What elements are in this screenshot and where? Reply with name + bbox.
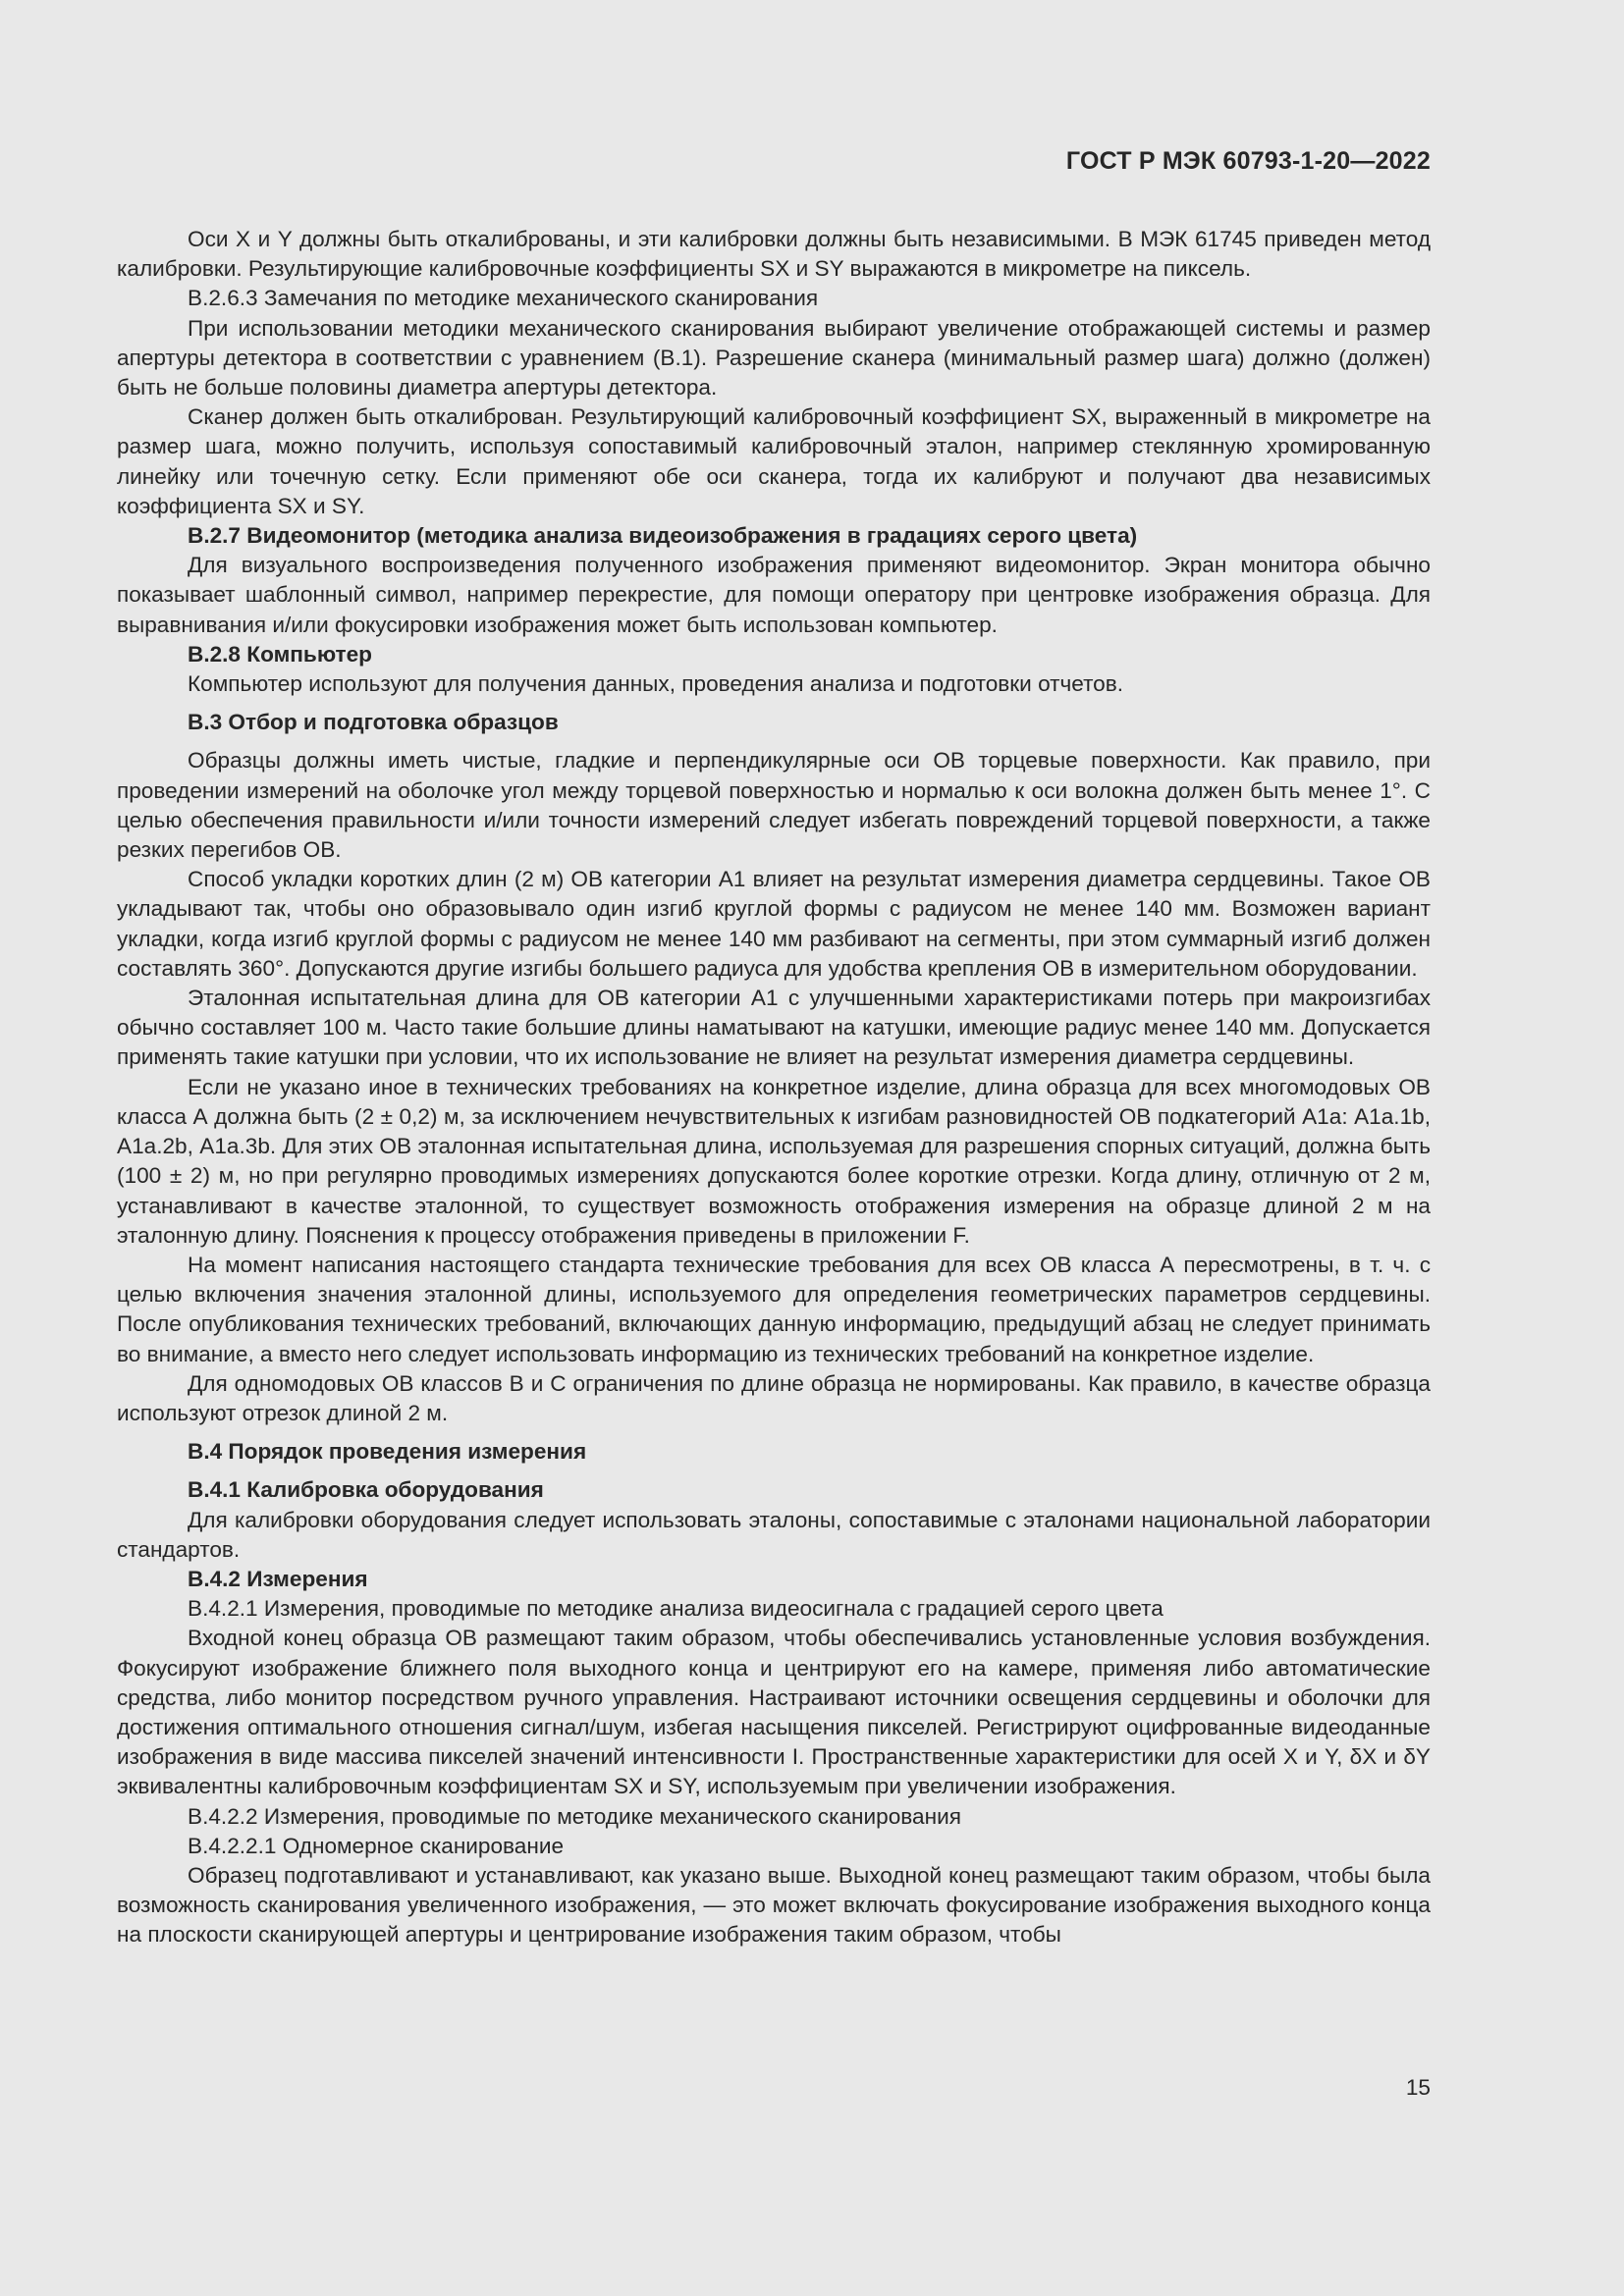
paragraph: B.4.2.2.1 Одномерное сканирование: [188, 1833, 565, 1858]
paragraph: B.4.2.2 Измерения, проводимые по методике механического сканирования: [188, 1803, 961, 1829]
section-heading: B.2.7 Видеомонитор (методика анализа видеоизображения в градациях серого цвета): [188, 523, 1138, 549]
paragraph: Способ укладки коротких длин (2 м) ОВ категории А1 влияет на результат измерения диаметра сердцевины. Такое ОВ укладывают так, чтобы оно образовывало один изгиб круглой формы с радиусом не менее 140 мм. Возможен вариант укладки, когда изгиб круглой формы с радиусом не менее 140 мм разбивают на сегменты, при этом суммарный изгиб должен составлять 360°. Допускаются другие изгибы большего радиуса для удобства крепления ОВ в измерительном оборудовании.: [117, 867, 1431, 981]
paragraph: B.4.2.1 Измерения, проводимые по методике анализа видеосигнала с градацией серого цвета: [188, 1596, 1164, 1622]
paragraph: Для калибровки оборудования следует использовать эталоны, сопоставимые с эталонами национальной лаборатории стандартов.: [117, 1507, 1431, 1562]
paragraph: Оси X и Y должны быть откалиброваны, и эти калибровки должны быть независимыми. В МЭК 61745 приведен метод калибровки. Результирующие калибровочные коэффициенты SX и SY выражаются в микрометре на пиксель.: [117, 227, 1431, 282]
section-heading: B.2.8 Компьютер: [188, 641, 372, 667]
section-heading: B.3 Отбор и подготовка образцов: [188, 710, 559, 735]
document-body: [117, 225, 1431, 1950]
page-number: 15: [1405, 2075, 1431, 2100]
standard-header: ГОСТ Р МЭК 60793-1-20—2022: [1065, 147, 1431, 175]
paragraph: Если не указано иное в технических требованиях на конкретное изделие, длина образца для всех многомодовых ОВ класса А должна быть (2 ± 0,2) м, за исключением нечувствительных к изгибам разновидностей ОВ подкатегорий А1а: А1а.1b, А1а.2b, А1а.3b. Для этих ОВ эталонная испытательная длина, используемая для разрешения спорных ситуаций, должна быть (100 ± 2) м, но при регулярно проводимых измерениях допускаются более короткие отрезки. Когда длину, отличную от 2 м, устанавливают в качестве эталонной, то существует возможность отображения измерения на образце длиной 2 м на эталонную длину. Пояснения к процессу отображения приведены в приложении F.: [117, 1074, 1431, 1248]
paragraph: Образцы должны иметь чистые, гладкие и перпендикулярные оси ОВ торцевые поверхности. Как правило, при проведении измерений на оболочке угол между торцевой поверхностью и нормалью к оси волокна должен быть менее 1°. С целью обеспечения правильности и/или точности измерений следует избегать повреждений торцевой поверхности, а также резких перегибов ОВ.: [117, 748, 1431, 863]
section-heading: B.4.2 Измерения: [188, 1566, 368, 1591]
paragraph: Эталонная испытательная длина для ОВ категории А1 с улучшенными характеристиками потерь при макроизгибах обычно составляет 100 м. Часто такие большие длины наматывают на катушки, имеющие радиус менее 140 мм. Допускается применять такие катушки при условии, что их использование не влияет на результат измерения диаметра сердцевины.: [117, 986, 1431, 1070]
paragraph: B.2.6.3 Замечания по методике механического сканирования: [188, 286, 819, 311]
paragraph: На момент написания настоящего стандарта технические требования для всех ОВ класса А пересмотрены, в т. ч. с целью включения значения эталонной длины, используемого для определения геометрических параметров сердцевины. После опубликования технических требований, включающих данную информацию, предыдущий абзац не следует принимать во внимание, а вместо него следует использовать информацию из технических требований на конкретное изделие.: [117, 1252, 1431, 1366]
section-heading: B.4 Порядок проведения измерения: [188, 1439, 587, 1465]
section-heading: B.4.1 Калибровка оборудования: [188, 1477, 544, 1503]
paragraph: Для визуального воспроизведения полученного изображения применяют видеомонитор. Экран монитора обычно показывает шаблонный символ, например перекрестие, для помощи оператору при центровке изображения образца. Для выравнивания и/или фокусировки изображения может быть использован компьютер.: [117, 553, 1431, 637]
paragraph: Сканер должен быть откалиброван. Результирующий калибровочный коэффициент SX, выраженный в микрометре на размер шага, можно получить, используя сопоставимый калибровочный эталон, например стеклянную хромированную линейку или точечную сетку. Если применяют обе оси сканера, тогда их калибруют и получают два независимых коэффициента SX и SY.: [117, 404, 1431, 518]
paragraph: Входной конец образца ОВ размещают таким образом, чтобы обеспечивались установленные условия возбуждения. Фокусируют изображение ближнего поля выходного конца и центрируют его на камере, применяя либо автоматические средства, либо монитор посредством ручного управления. Настраивают источники освещения сердцевины и оболочки для достижения оптимального отношения сигнал/шум, избегая насыщения пикселей. Регистрируют оцифрованные видеоданные изображения в виде массива пикселей значений интенсивности I. Пространственные характеристики для осей X и Y, δX и δY эквивалентны калибровочным коэффициентам SX и SY, используемым при увеличении изображения.: [117, 1626, 1431, 1799]
paragraph: Компьютер используют для получения данных, проведения анализа и подготовки отчетов.: [188, 671, 1124, 697]
paragraph: При использовании методики механического сканирования выбирают увеличение отображающей системы и размер апертуры детектора в соответствии с уравнением (B.1). Разрешение сканера (минимальный размер шага) должно (должен) быть не больше половины диаметра апертуры детектора.: [117, 315, 1431, 400]
paragraph: Для одномодовых ОВ классов В и С ограничения по длине образца не нормированы. Как правило, в качестве образца используют отрезок длиной 2 м.: [117, 1370, 1431, 1425]
paragraph: Образец подготавливают и устанавливают, как указано выше. Выходной конец размещают таким образом, чтобы была возможность сканирования увеличенного изображения, — это может включать фокусирование изображения выходного конца на плоскости сканирующей апертуры и центрирование изображения таким образом, чтобы: [117, 1862, 1431, 1948]
